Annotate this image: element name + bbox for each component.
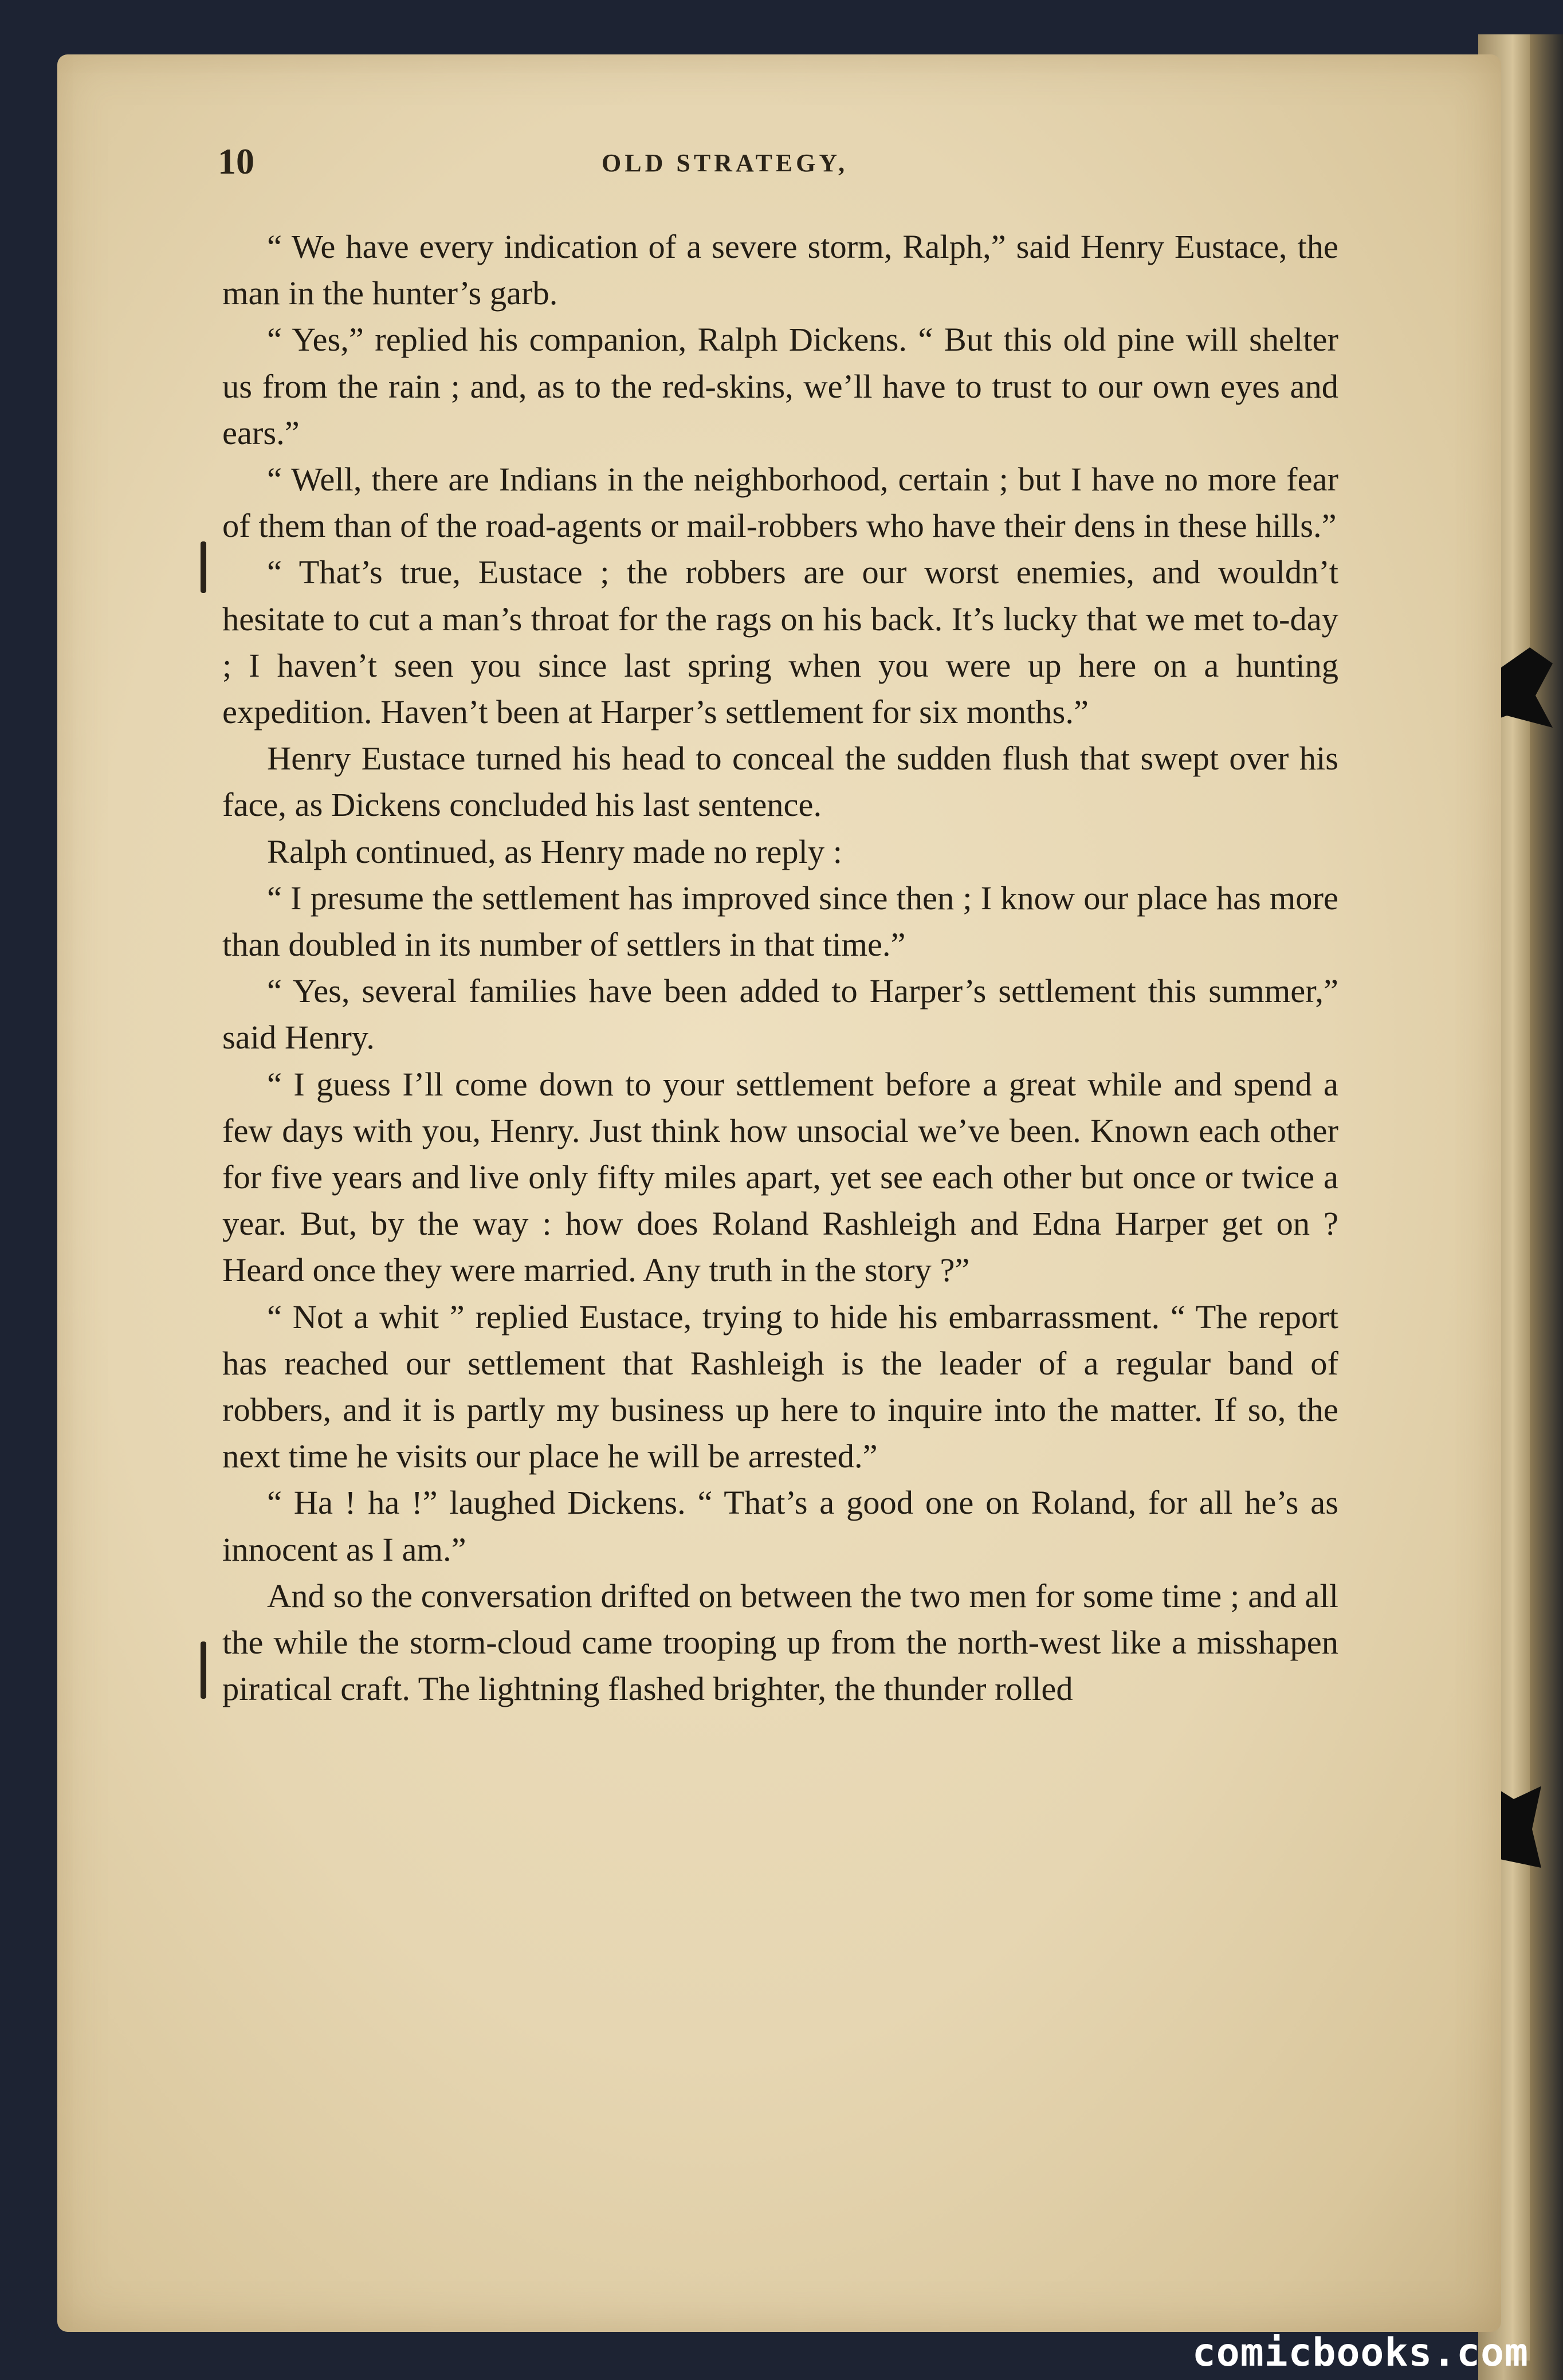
paragraph: “ We have every indication of a severe storm, Ralph,” said Henry Eustace, the man in the hunter’s garb. bbox=[222, 228, 1338, 312]
running-head: OLD STRATEGY, bbox=[602, 149, 849, 177]
paragraph: And so the conversation drifted on between the two men for some time ; and all the while the storm-cloud came trooping up from the north-west like a misshapen piratical craft. The lightning flashed brighter, the thunder rolled bbox=[222, 1577, 1338, 1708]
paragraph: Ralph continued, as Henry made no reply : bbox=[267, 832, 842, 870]
source-watermark: comicbooks.com bbox=[1192, 2330, 1529, 2375]
paragraph: “ Not a whit ” replied Eustace, trying to hide his embarrassment. “ The report has reached our settlement that Rashleigh is the leader of a regular band of robbers, and it is partly my business up here to inquire into the matter. If so, the next time he visits our place he will be arrested.” bbox=[222, 1298, 1338, 1475]
paragraph: Henry Eustace turned his head to conceal the sudden flush that swept over his face, as Dickens concluded his last sentence. bbox=[222, 740, 1338, 824]
paragraph: “ Yes,” replied his companion, Ralph Dickens. “ But this old pine will shelter us from the rain ; and, as to the red-skins, we’ll have to trust to our own eyes and ears.” bbox=[222, 321, 1338, 451]
paragraph: “ I guess I’ll come down to your settlement before a great while and spend a few days with you, Henry. Just think how unsocial we’ve been. Known each other for five years and live only fifty miles apart, yet see each other but once or twice a year. But, by the way : how does Roland Rashleigh and Edna Harper get on ? Heard once they were married. Any truth in the story ?” bbox=[222, 1065, 1338, 1289]
paragraph: “ Well, there are Indians in the neighborhood, certain ; but I have no more fear of them than of the road-agents or mail-robbers who have their dens in these hills.” bbox=[222, 461, 1338, 545]
paragraph: “ Yes, several families have been added to Harper’s settlement this summer,” said Henry. bbox=[222, 972, 1338, 1057]
page-header bbox=[218, 140, 1364, 192]
paragraph: “ Ha ! ha !” laughed Dickens. “ That’s a good one on Roland, for all he’s as innocent as I am.” bbox=[222, 1484, 1338, 1568]
paragraph: “ That’s true, Eustace ; the robbers are our worst enemies, and wouldn’t hesitate to cut a man’s throat for the rags on his back. It’s lucky that we met to-day ; I haven’t seen you since last spring when you were up here on a hunting expedition. Haven’t been at Harper’s settlement for six months.” bbox=[222, 553, 1338, 731]
margin-mark-lower bbox=[201, 1641, 206, 1699]
page-number: 10 bbox=[218, 141, 254, 182]
margin-mark-upper bbox=[201, 541, 206, 593]
body-text bbox=[222, 223, 1338, 1713]
paragraph: “ I presume the settlement has improved since then ; I know our place has more than doubled in its number of settlers in that time.” bbox=[222, 879, 1338, 964]
